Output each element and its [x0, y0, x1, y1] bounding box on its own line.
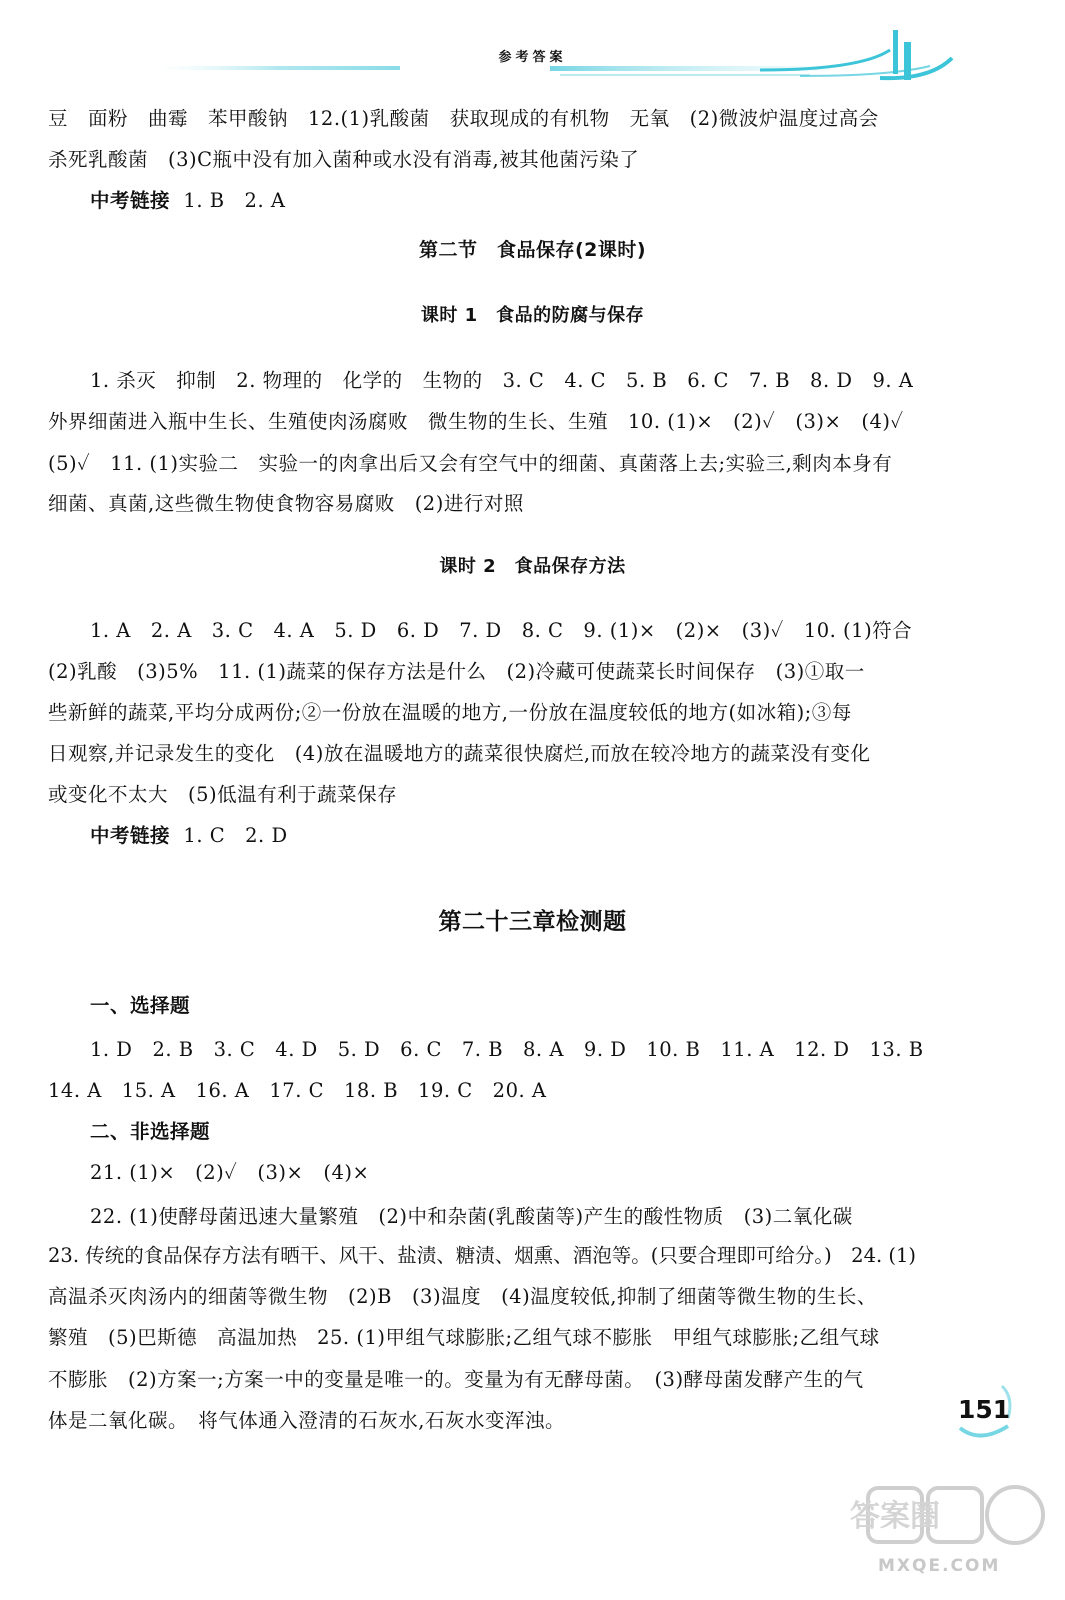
answer-line: 体是二氧化碳。 将气体通入澄清的石灰水,石灰水变浑浊。	[48, 1409, 565, 1432]
answer-line: 豆 面粉 曲霉 苯甲酸钠 12.(1)乳酸菌 获取现成的有机物 无氧 (2)微波炉温度过高会	[48, 107, 879, 130]
page-number: 151	[958, 1395, 1011, 1424]
chapter-test-title: 第二十三章检测题	[438, 909, 627, 935]
exam-link-answers: 1. C 2. D	[183, 824, 288, 847]
answer-line: 14. A 15. A 16. A 17. C 18. B 19. C 20. A	[48, 1079, 547, 1102]
answer-line: (2)乳酸 (3)5% 11. (1)蔬菜的保存方法是什么 (2)冷藏可使蔬菜长时间保存 (3)①取一	[48, 660, 865, 683]
page-header	[0, 30, 1065, 90]
exam-link-2	[90, 822, 1010, 850]
answer-line: 些新鲜的蔬菜,平均分成两份;②一份放在温暖的地方,一份放在温度较低的地方(如冰箱);③每	[48, 701, 852, 724]
answer-line: (5)✓ 11. (1)实验二 实验一的肉拿出后又会有空气中的细菌、真菌落上去;实验三,剩肉本身有	[48, 452, 893, 475]
answer-line: 1. 杀灭 抑制 2. 物理的 化学的 生物的 3. C 4. C 5. B 6. C 7. B 8. D 9. A	[90, 369, 914, 392]
answer-line: 细菌、真菌,这些微生物使食物容易腐败 (2)进行对照	[48, 492, 524, 515]
answer-line: 繁殖 (5)巴斯德 高温加热 25. (1)甲组气球膨胀;乙组气球不膨胀 甲组气球膨胀;乙组气球	[48, 1326, 880, 1349]
answer-line: 或变化不太大 (5)低温有利于蔬菜保存	[48, 783, 398, 806]
answer-line: 日观察,并记录发生的变化 (4)放在温暖地方的蔬菜很快腐烂,而放在较冷地方的蔬菜没有变化	[48, 742, 871, 765]
exam-link-1	[90, 187, 1010, 215]
section-title: 第二节 食品保存(2课时)	[418, 239, 647, 261]
lesson-1-title: 课时 1 食品的防腐与保存	[420, 305, 645, 326]
answer-line: 不膨胀 (2)方案一;方案一中的变量是唯一的。变量为有无酵母菌。 (3)酵母菌发酵产生的气	[48, 1368, 864, 1391]
exam-link-label: 中考链接	[90, 189, 171, 212]
answer-line: 1. D 2. B 3. C 4. D 5. D 6. C 7. B 8. A 9. D 10. B 11. A 12. D 13. B	[90, 1038, 924, 1061]
part-2-label: 二、非选择题	[90, 1120, 211, 1143]
answer-line: 1. A 2. A 3. C 4. A 5. D 6. D 7. D 8. C 9. (1)× (2)× (3)✓ 10. (1)符合	[90, 619, 913, 642]
watermark-logo-char: 答案圈	[850, 1499, 940, 1534]
lesson-2-title: 课时 2 食品保存方法	[439, 556, 626, 577]
answer-line: 23. 传统的食品保存方法有晒干、风干、盐渍、糖渍、烟熏、酒泡等。(只要合理即可给分。) 24. (1)	[48, 1244, 917, 1267]
watermark-logo	[850, 1478, 1050, 1558]
watermark-url: MXQE.COM	[878, 1556, 1001, 1576]
answer-line: 高温杀灭肉汤内的细菌等微生物 (2)B (3)温度 (4)温度较低,抑制了细菌等微生物的生长、	[48, 1285, 877, 1308]
answer-line: 外界细菌进入瓶中生长、生殖使肉汤腐败 微生物的生长、生殖 10. (1)× (2)✓ (3)× (4)✓	[48, 410, 904, 433]
exam-link-label: 中考链接	[90, 824, 171, 847]
header-title: 参考答案	[498, 50, 567, 65]
part-1-label: 一、选择题	[90, 994, 191, 1017]
answer-line: 22. (1)使酵母菌迅速大量繁殖 (2)中和杂菌(乳酸菌等)产生的酸性物质 (3)二氧化碳	[90, 1205, 853, 1228]
answer-line: 杀死乳酸菌 (3)C瓶中没有加入菌种或水没有消毒,被其他菌污染了	[48, 148, 640, 171]
answer-line: 21. (1)× (2)✓ (3)× (4)×	[90, 1161, 370, 1184]
exam-link-answers: 1. B 2. A	[183, 189, 286, 212]
